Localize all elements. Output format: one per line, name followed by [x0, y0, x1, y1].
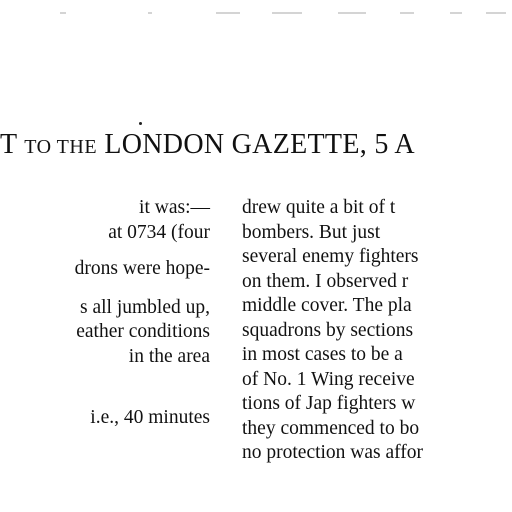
scan-speck: [400, 12, 414, 14]
text-line: in most cases to be a: [242, 344, 403, 365]
text-line: several enemy fighters: [242, 246, 419, 267]
scan-speck: [60, 12, 66, 14]
text-line: s all jumbled up,: [80, 296, 210, 318]
text-line: middle cover. The pla: [242, 295, 412, 316]
text-line: i.e., 40 minutes: [90, 407, 210, 428]
scan-artifacts: [0, 12, 512, 20]
text-line: no protection was affor: [242, 442, 424, 463]
text-line: squadrons by sections: [242, 319, 414, 341]
text-line: in the area: [128, 345, 210, 367]
header-fragment: T: [0, 129, 17, 160]
text-line: they commenced to bo: [242, 417, 420, 439]
right-text-column: [242, 196, 512, 466]
scan-speck: [486, 12, 506, 14]
text-line: at 0734 (four: [108, 221, 210, 243]
header-title: LONDON GAZETTE, 5 A: [104, 129, 415, 160]
left-text-column: [0, 196, 210, 431]
scan-speck: [272, 12, 302, 14]
text-line: eather conditions: [76, 321, 210, 342]
scan-speck: [450, 12, 462, 14]
running-header: [0, 128, 415, 164]
scan-speck: [338, 12, 366, 14]
text-line: on them. I observed r: [242, 270, 409, 292]
text-line: of No. 1 Wing receive: [242, 368, 415, 390]
ink-dot: [139, 122, 142, 125]
text-line: drew quite a bit of t: [242, 197, 396, 218]
scan-speck: [216, 12, 240, 14]
text-line: it was:—: [139, 197, 210, 218]
text-line: bombers. But just: [242, 221, 381, 243]
scan-speck: [148, 12, 152, 14]
header-small-caps: TO THE: [24, 136, 98, 158]
text-line: drons were hope-: [74, 258, 210, 279]
text-line: tions of Jap fighters w: [242, 393, 416, 414]
